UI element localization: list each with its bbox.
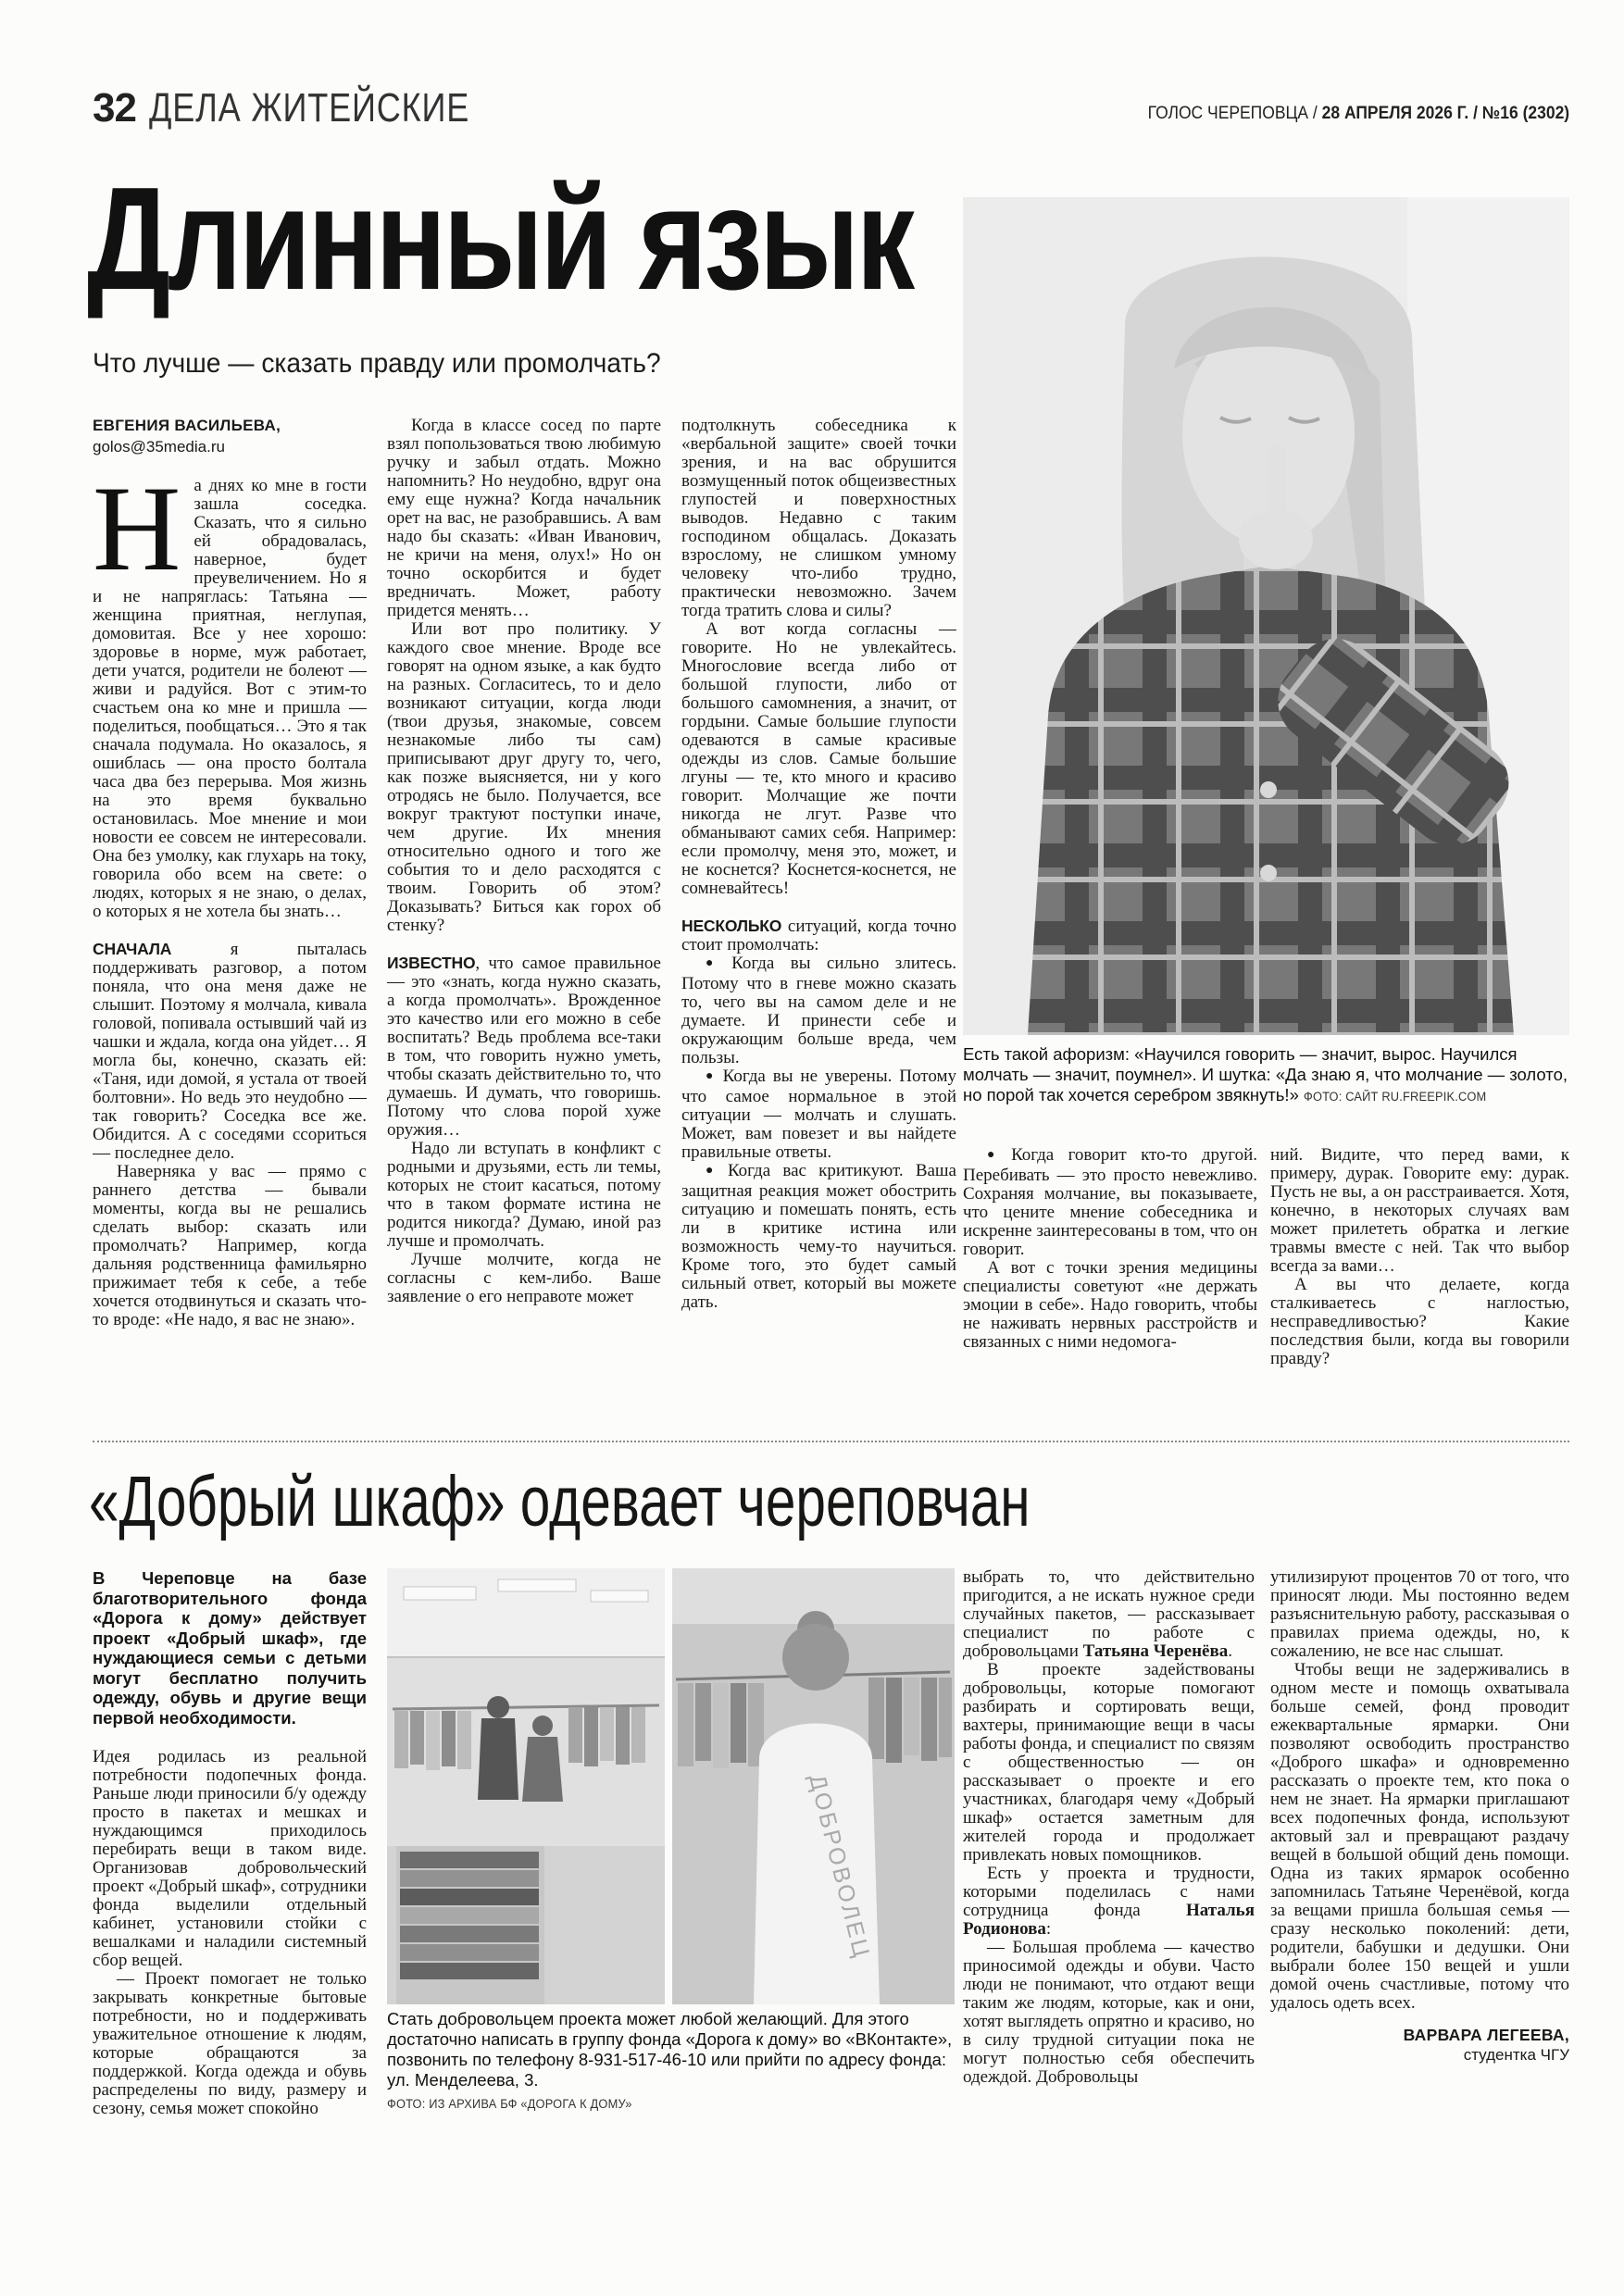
bullet-item: ● Когда говорит кто-то другой. Перебивать — это просто невежливо. Сохраняя молчание, вы показываете, что цените мнение собеседника и искренне заинтересованы в том, что он говорит.: [963, 1146, 1257, 1259]
article2-signature: [1270, 2026, 1569, 2065]
paragraph: Лучше молчите, когда не согласны с кем-либо. Ваше заявление о его неправоте может: [387, 1250, 661, 1306]
paragraph: выбрать то, что действительно пригодится, а не искать нужное среди случайных пакетов, — рассказывает специалист по работе с добровольцами Татьяна Черенёва.: [963, 1568, 1255, 1661]
paragraph: В проекте задействованы добровольцы, которые помогают разбирать и сортировать вещи, вахтеры, принимающие вещи в часы работы фонда, и специалист по связям с общественностью — он рассказывает о проекте и его участниках, благодаря чему «Добрый шкаф» остается заметным для жителей города и продолжает привлекать новых помощников.: [963, 1660, 1255, 1865]
person-name: Татьяна Черенёва: [1082, 1641, 1229, 1661]
signature-role: студентка ЧГУ: [1463, 2046, 1569, 2064]
paragraph: — Большая проблема — качество приносимой одежды и обуви. Часто люди не понимают, что отдают вещи таким же людям, которые, как и они, хотят выглядеть опрятно и красиво, но в силу трудной ситуации пока не могут полностью себя обеспечить одеждой. Добровольцы: [963, 1938, 1255, 2087]
paragraph: А вот с точки зрения медицины специалисты советуют «не держать эмоции в себе». Надо говорить, чтобы не наживать нервных расстройств и связанных с ними недомога-: [963, 1258, 1257, 1352]
bullet-item: ● Когда вы не уверены. Потому что самое нормальное в этой ситуации — молчать и слушать. Может, вам повезет и вы найдете правильные ответы.: [681, 1067, 956, 1162]
volunteer-illustration: [672, 1568, 955, 2004]
paragraph: Надо ли вступать в конфликт с родными и друзьями, есть ли темы, которых не стоит касаться, потому что в таком формате истина не родится никогда? Думаю, иной раз лучше и промолчать.: [387, 1139, 661, 1251]
byline: [93, 417, 367, 456]
sorting-room-illustration: [387, 1568, 665, 2004]
bullet-icon: ●: [706, 1069, 717, 1083]
page-number: 32: [93, 85, 136, 131]
masthead: [93, 85, 540, 131]
photo-credit: ФОТО: ИЗ АРХИВА БФ «ДОРОГА К ДОМУ»: [387, 2097, 632, 2111]
paragraph: СНАЧАЛА я пыталась поддерживать разговор, а потом поняла, что она меня даже не слышит. Поэтому я молчала, кивала головой, попивала остывший чай из чашки и ждала, когда она уйдет… Я могла бы, конечно, сказать ей: «Таня, иди домой, я устала от твоей болтовни». Но ведь это неудобно — так говорить? Соседка все же. Обидится. А с соседями ссориться — последнее дело.: [93, 940, 367, 1163]
article1-column-3: [681, 417, 956, 1437]
section-title: ДЕЛА ЖИТЕЙСКИЕ: [148, 85, 470, 131]
bullet-icon: ●: [987, 1148, 1006, 1162]
article1-column-5: [1270, 1146, 1569, 1435]
article2-column-1: [93, 1568, 367, 2265]
photo-credit: ФОТО: САЙТ RU.FREEPIK.COM: [1304, 1090, 1487, 1104]
article1-column-4: [963, 1146, 1257, 1435]
woman-shushing-illustration: [963, 197, 1569, 1035]
article2-photos: [387, 1568, 955, 2004]
paragraph: ИЗВЕСТНО, что самое правильное — это «знать, когда нужно сказать, а когда промолчать». Врожденное это качество или его можно в себе воспитать? Ведь проблема все-таки в том, что говорить нужно уметь, чтобы сказать действительно то, что думаешь. И думать, что говоришь. Потому что слова порой хуже оружия…: [387, 954, 661, 1140]
volunteer-shirt-text: ДОБРОВОЛЕЦ: [804, 1771, 875, 1963]
article1-column-2: [387, 417, 661, 1437]
article1-headline: Длинный язык: [87, 157, 912, 320]
paragraph: утилизируют процентов 70 от того, что приносят люди. Мы постоянно ведем разъяснительную работу, рассказывая о правилах приема одежды, но, к сожалению, не все нас слышат.: [1270, 1568, 1569, 1661]
article2-column-3: [963, 1568, 1255, 2265]
paragraph: ний. Видите, что перед вами, к примеру, дурак. Говорите ему: дурак. Пусть не вы, а он расстраивается. Хотя, конечно, в некоторых случаях вам может прилететь обратка и легкие травмы вместе с ней. Так что выбор всегда за вами…: [1270, 1146, 1569, 1276]
person-name: Наталья Родионова: [963, 1901, 1255, 1939]
drop-cap: Н: [93, 460, 181, 596]
article2-photo-sorting-room: [387, 1568, 665, 2004]
article1-photo-woman-shushing: [963, 197, 1569, 1035]
paragraph: подтолкнуть собеседника к «вербальной защите» своей точки зрения, и на вас обрушится возмущенный поток общеизвестных глупостей и поверхностных выводов. Недавно с таким господином общалась. Доказать взрослому, не слишком умному человеку что-либо трудно, практически невозможно. Зачем тогда тратить слова и силы?: [681, 417, 956, 620]
article1-subtitle: Что лучше — сказать правду или промолчать?: [93, 348, 661, 379]
paragraph: Идея родилась из реальной потребности подопечных фонда. Раньше люди приносили б/у одежду просто в пакетах и мешках и нуждающимся приходилось перебирать вещи в таком виде. Организовав добровольческий проект «Добрый шкаф», сотрудники фонда выделили отдельный кабинет, установили стойки с вешалками и наладили системный сбор вещей.: [93, 1747, 367, 1970]
signature-name: ВАРВАРА ЛЕГЕЕВА,: [1403, 2026, 1569, 2044]
lead-in-word: ИЗВЕСТНО: [387, 954, 476, 972]
paragraph: Наверняка у вас — прямо с раннего детства — бывали моменты, когда вы не решались сделать выбор: сказать или промолчать? Например, когда дальняя родственница фамильярно прижимает тебя к себе, а тебе хочется отодвинуться и сказать что-то вроде: «Не надо, я вас не знаю».: [93, 1162, 367, 1329]
bullet-icon: ●: [706, 956, 726, 970]
paragraph: На днях ко мне в гости зашла соседка. Сказать, что я сильно ей обрадовалась, наверное, будет преувеличением. Но я и не напряглась: Татьяна — женщина приятная, неглупая, домовитая. Все у нее хорошо: здоровье в норме, муж работает, дети учатся, родители не болеют — живи и радуйся. Вот с этим-то счастьем она ко мне и пришла — поделиться, пообщаться… Это я так сначала подумала. Но оказалось, я ошиблась — она просто болтала часа два без перерыва. Моя жизнь на это время буквально остановилась. Мое мнение и мои новости ее совсем не интересовали. Она без умолку, как глухарь на току, говорила обо всем на свете: о людях, которых я не знаю, о делах, о которых я не хотела бы знать…: [93, 460, 367, 921]
paragraph: Чтобы вещи не задерживались в одном месте и помощь охватывала больше семей, фонд проводит ежеквартальные ярмарки. Они позволяют освободить пространство «Доброго шкафа» и одновременно рассказать о проекте тем, кто пока о нем не знает. На ярмарки приглашают всех подопечных фонда, используют актовый зал и превращают раздачу вещей в большой общий день помощи. Одна из таких ярмарок особенно запомнилась Татьяне Черенёвой, когда за вещами пришла большая семья — сразу несколько поколений: дети, родители, бабушки и дедушки. Они выбрали более 150 вещей и ушли домой очень счастливые, потому что удалось одеть всех.: [1270, 1660, 1569, 2013]
author-email: golos@35media.ru: [93, 438, 225, 455]
newspaper-name: ГОЛОС ЧЕРЕПОВЦА /: [1147, 104, 1322, 123]
paragraph: Когда в классе сосед по парте взял попользоваться твою любимую ручку и забыл отдать. Можно напомнить? Но неудобно, вдруг она ему еще нужна? Когда начальник орет на вас, не разобравшись. А вам надо бы сказать: «Иван Иванович, не кричи на меня, олух!» Но он точно оскорбится и будет вредничать. Может, работу придется менять…: [387, 417, 661, 620]
article-separator: [93, 1441, 1569, 1442]
issue-date-number: 28 АПРЕЛЯ 2026 Г. / №16 (2302): [1321, 104, 1569, 123]
article1-photo-caption: Есть такой афоризм: «Научился говорить — значит, вырос. Научился молчать — значит, поумнел». И шутка: «Да знаю я, что молчание — золото, но порой так хочется серебром звякнуть!» ФОТО: САЙТ RU.FREEPIK.COM: [963, 1044, 1569, 1107]
article1-column-1: [93, 417, 367, 1437]
bullet-item: ● Когда вы сильно злитесь. Потому что в гневе можно сказать то, чего вы на самом деле и не думаете. И принести себе и окружающим больше вреда, чем пользы.: [681, 954, 956, 1067]
article2-headline: «Добрый шкаф» одевает череповчан: [89, 1462, 1031, 1541]
bullet-item: ● Когда вас критикуют. Ваша защитная реакция может обострить ситуацию и помешать понять, есть ли в критике истина или возможность чему-то научиться. Кроме того, это будет самый сильный ответ, который вы можете дать.: [681, 1161, 956, 1312]
article2-column-4: [1270, 1568, 1569, 2265]
article2-photo-caption: Стать добровольцем проекта может любой желающий. Для этого достаточно написать в группу фонда «Дорога к дому» во «ВКонтакте», позвонить по телефону 8-931-517-46-10 или прийти по адресу фонда: ул. Менделеева, 3. ФОТО: ИЗ АРХИВА БФ «ДОРОГА К ДОМУ»: [387, 2009, 955, 2115]
lead-in-word: СНАЧАЛА: [93, 940, 172, 958]
paragraph: НЕСКОЛЬКО ситуаций, когда точно стоит промолчать:: [681, 917, 956, 955]
paragraph: — Проект помогает не только закрывать конкретные бытовые потребности, но и поддерживать уважительное отношение к людям, которые обращаются за поддержкой. Когда одежда и обувь распределены по виду, размеру и сезону, семья может спокойно: [93, 1969, 367, 2118]
lead-in-word: НЕСКОЛЬКО: [681, 917, 782, 935]
paragraph: А вот когда согласны — говорите. Но не увлекайтесь. Многословие всегда либо от большой глупости, либо от большого самомнения, а значит, от гордыни. Самые большие глупости одеваются в самые красивые одежды из слов. Самые большие лгуны — те, кто много и красиво говорит. Молчащие же почти никогда не лгут. Разве что обманывают самих себя. Например: если промолчу, меня это, может, и не коснется? Коснется-коснется, не сомневайтесь!: [681, 619, 956, 898]
paragraph: Или вот про политику. У каждого свое мнение. Вроде все говорят на одном языке, а как будто на разных. Согласитесь, то и дело возникают ситуации, когда люди (твои друзья, знакомые, совсем незнакомые либо ты сам) приписывают друг другу то, чего, как позже выясняется, ни у кого отродясь не было. Получается, все вокруг трактуют поступки иначе, чем другие. Их мнения относительно одного и того же события то и дело расходятся с твоим. Говорить об этом? Доказывать? Биться как горох об стенку?: [387, 619, 661, 935]
issue-info: [1147, 104, 1569, 124]
article2-photo-volunteer: [672, 1568, 955, 2004]
paragraph: Есть у проекта и трудности, которыми поделилась с нами сотрудница фонда Наталья Родионова:: [963, 1864, 1255, 1939]
author-name: ЕВГЕНИЯ ВАСИЛЬЕВА,: [93, 417, 281, 434]
bullet-icon: ●: [706, 1164, 721, 1178]
article2-lead: В Череповце на базе благотворительного фонда «Дорога к дому» действует проект «Добрый шкаф», где нуждающиеся семьи с детьми могут бесплатно получить одежду, обувь и другие вещи первой необходимости.: [93, 1568, 367, 1728]
paragraph: А вы что делаете, когда сталкиваетесь с наглостью, несправедливостью? Какие последствия были, когда вы говорили правду?: [1270, 1275, 1569, 1368]
